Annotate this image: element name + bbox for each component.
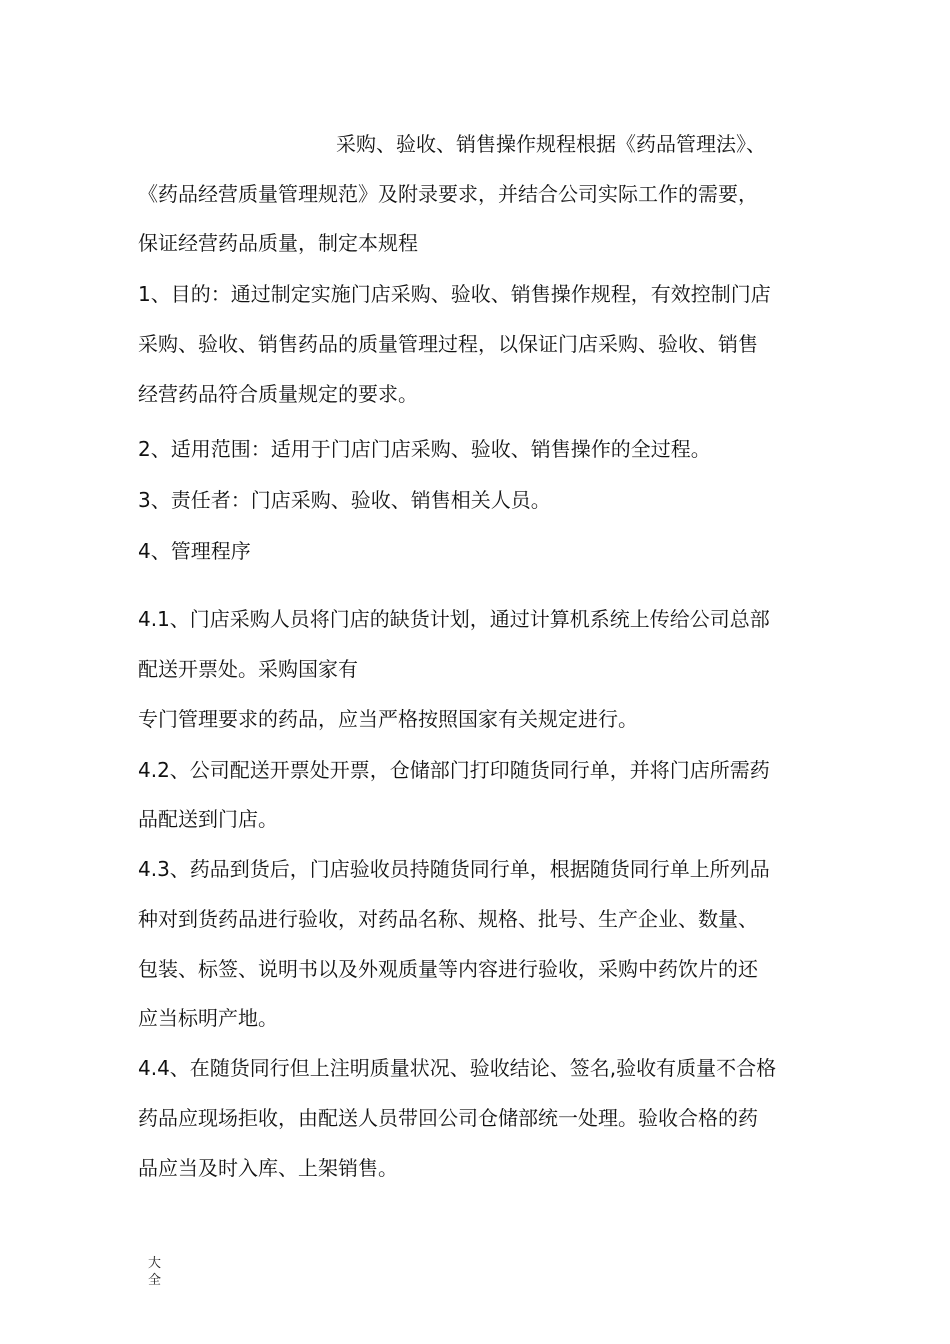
footer-mark-top: 大: [148, 1256, 162, 1271]
section-4-3-line-4: 应当标明产地。: [138, 1006, 278, 1030]
footer-mark-bottom: 全: [148, 1273, 162, 1288]
section-4-2-line-1: 4.2、公司配送开票处开票，仓储部门打印随货同行单，并将门店所需药: [138, 758, 770, 782]
section-4-1-line-2: 配送开票处。采购国家有: [138, 657, 358, 681]
section-4-1-line-1: 4.1、门店采购人员将门店的缺货计划，通过计算机系统上传给公司总部: [138, 607, 770, 631]
procedure-heading: 4、管理程序: [138, 539, 251, 563]
section-4-3-line-1: 4.3、药品到货后，门店验收员持随货同行单，根据随货同行单上所列品: [138, 857, 770, 881]
section-4-2-line-2: 品配送到门店。: [138, 807, 278, 831]
section-4-4-line-1: 4.4、在随货同行但上注明质量状况、验收结论、签名,验收有质量不合格: [138, 1056, 777, 1080]
section-4-3-line-2: 种对到货药品进行验收，对药品名称、规格、批号、生产企业、数量、: [138, 907, 758, 931]
intro-line-2: 《药品经营质量管理规范》及附录要求，并结合公司实际工作的需要，: [138, 182, 758, 206]
purpose-line-3: 经营药品符合质量规定的要求。: [138, 382, 418, 406]
section-4-4-line-2: 药品应现场拒收，由配送人员带回公司仓储部统一处理。验收合格的药: [138, 1106, 758, 1130]
section-4-1-line-3: 专门管理要求的药品，应当严格按照国家有关规定进行。: [138, 707, 638, 731]
section-4-4-line-3: 品应当及时入库、上架销售。: [138, 1156, 398, 1180]
purpose-line-1: 1、目的：通过制定实施门店采购、验收、销售操作规程，有效控制门店: [138, 282, 771, 306]
intro-line-3: 保证经营药品质量，制定本规程: [138, 231, 418, 255]
purpose-line-2: 采购、验收、销售药品的质量管理过程，以保证门店采购、验收、销售: [138, 332, 758, 356]
intro-line-1: 采购、验收、销售操作规程根据《药品管理法》、: [336, 132, 766, 156]
scope-line: 2、适用范围：适用于门店门店采购、验收、销售操作的全过程。: [138, 437, 711, 461]
section-4-3-line-3: 包装、标签、说明书以及外观质量等内容进行验收，采购中药饮片的还: [138, 957, 758, 981]
responsible-line: 3、责任者：门店采购、验收、销售相关人员。: [138, 488, 551, 512]
